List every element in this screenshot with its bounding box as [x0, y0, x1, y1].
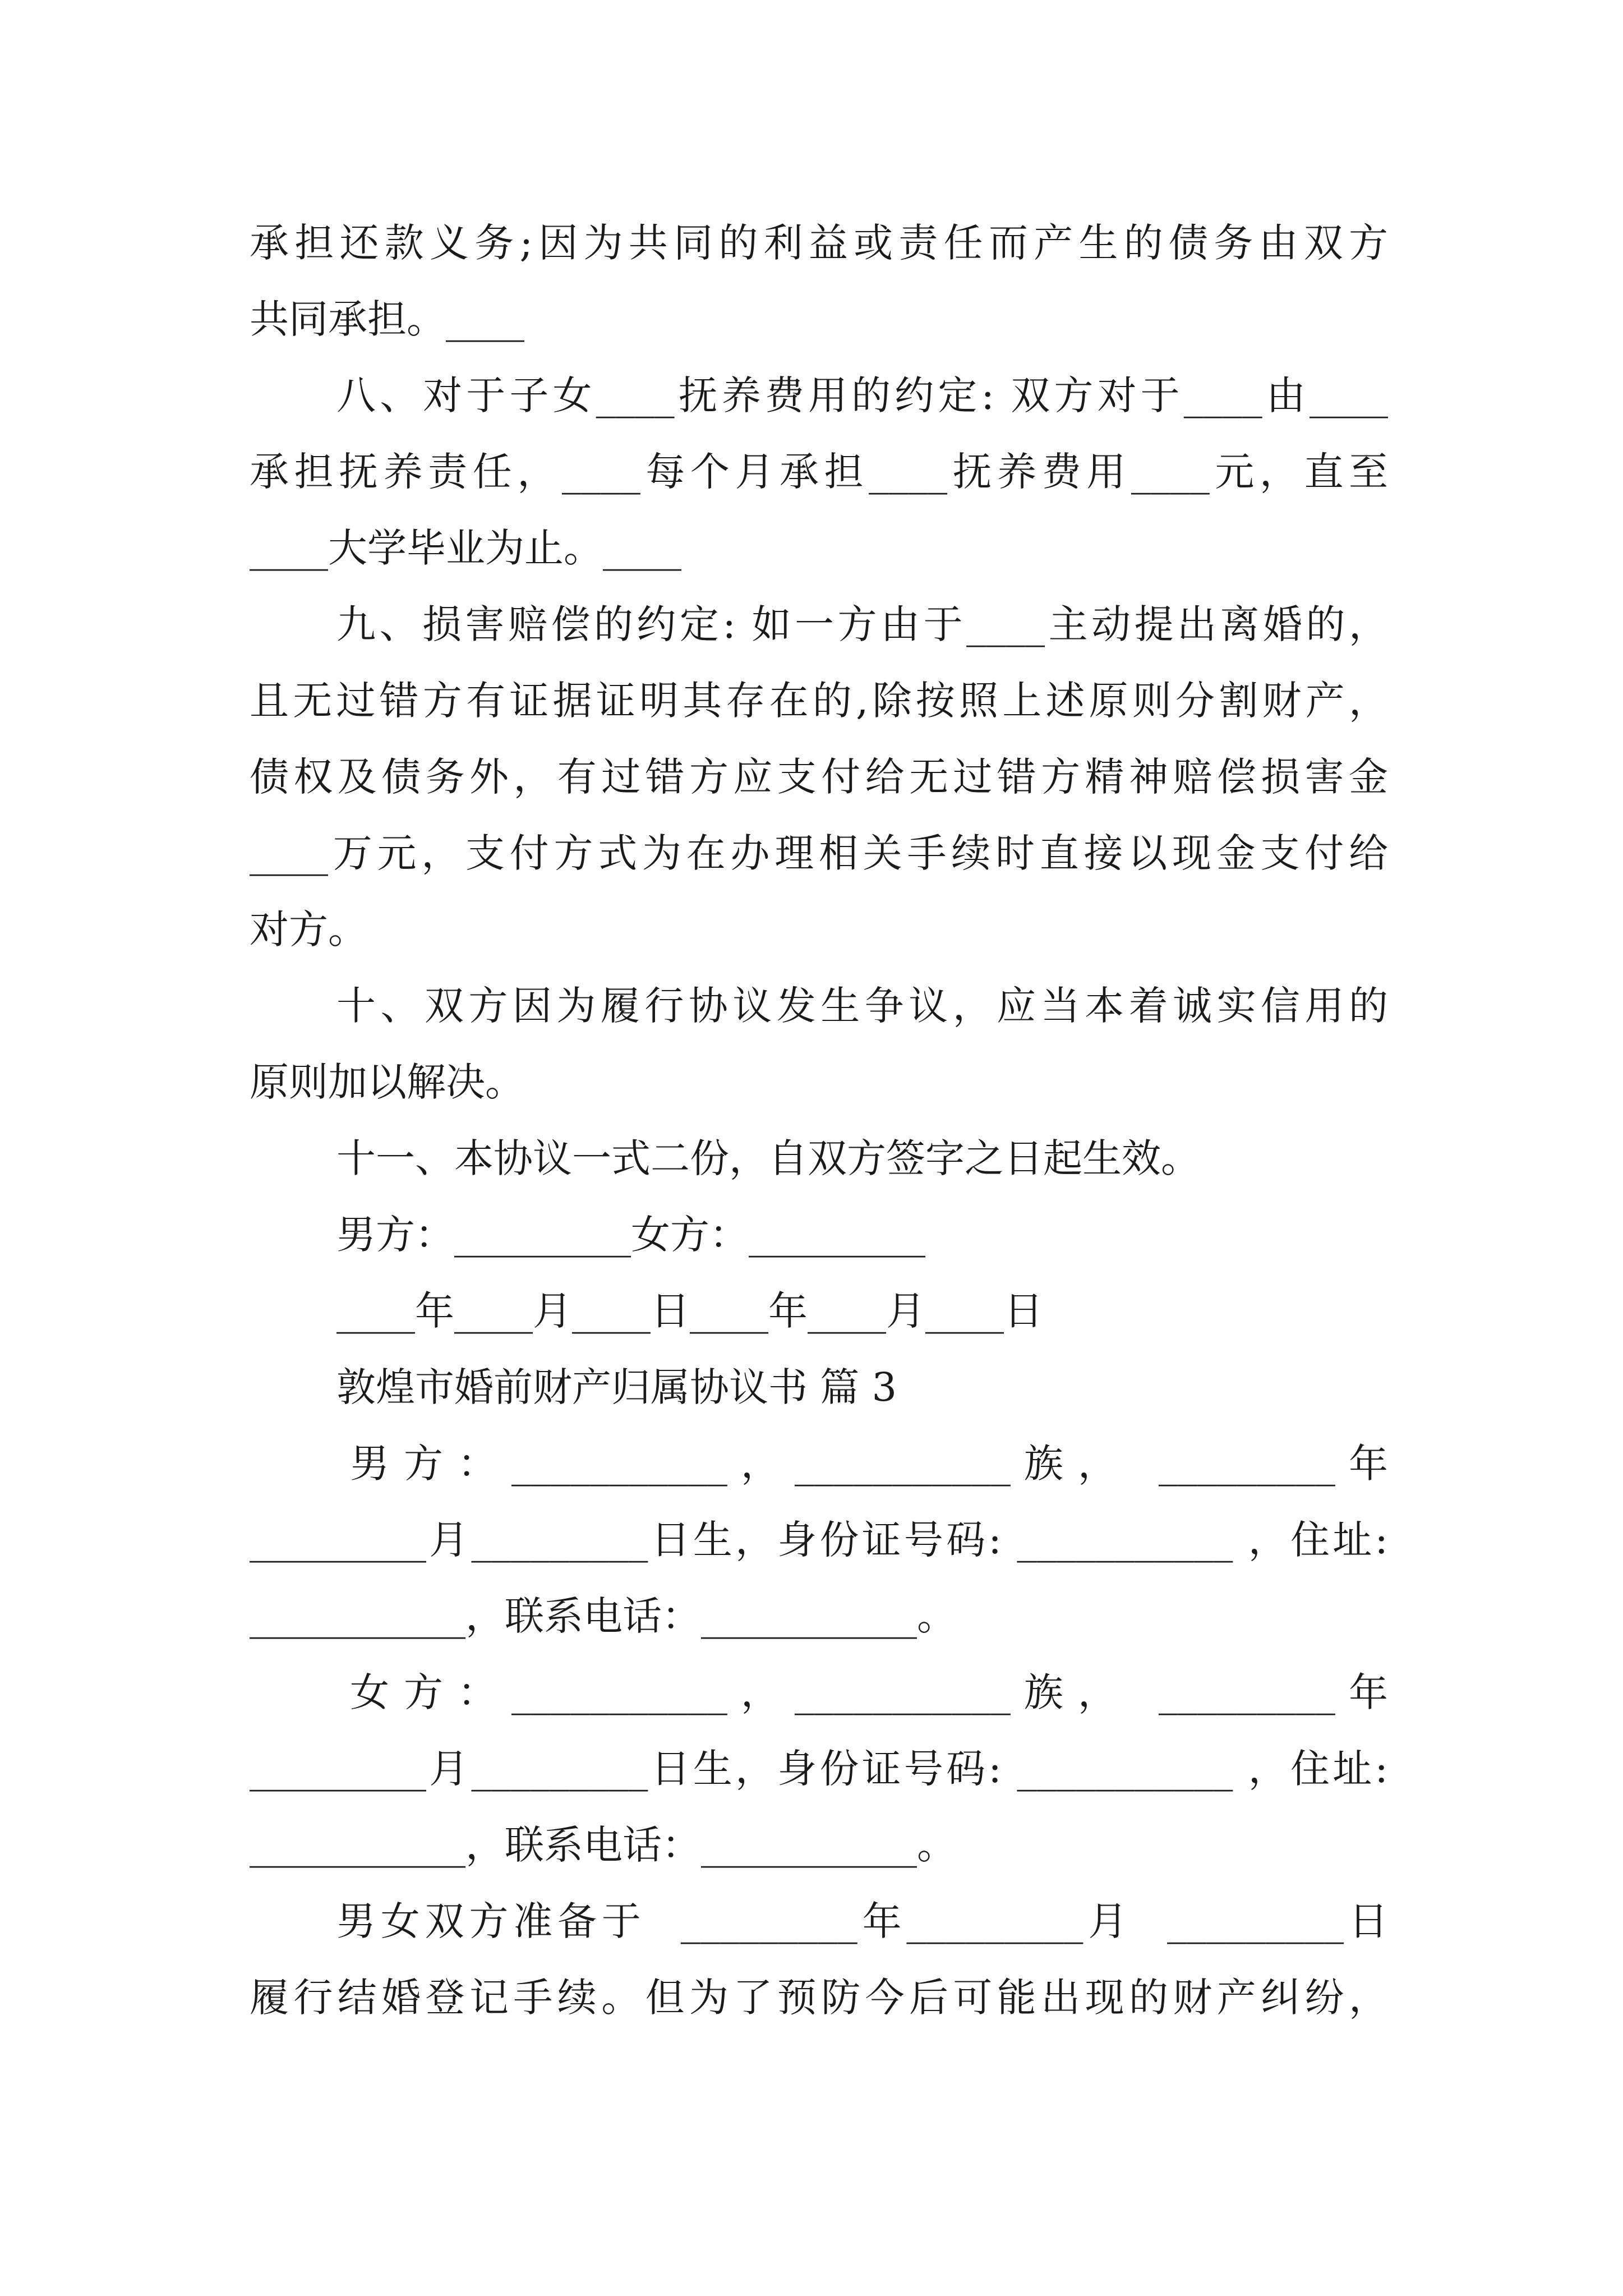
- text-line-6: 九、损害赔偿的约定: 如一方由于____主动提出离婚的，: [336, 601, 1388, 647]
- text-line-8: 债权及债务外，有过错方应支付给无过错方精神赔偿损害金: [250, 754, 1388, 800]
- text-line-12: 原则加以解决。: [250, 1059, 524, 1105]
- text-line-22: ___________，联系电话：___________。: [250, 1822, 956, 1868]
- text-line-3: 八、对于子女____抚养费用的约定: 双方对于____由____: [336, 372, 1388, 418]
- text-line-1: 承担还款义务;因为共同的利益或责任而产生的债务由双方: [250, 220, 1388, 266]
- text-line-2: 共同承担。____: [250, 296, 524, 342]
- signature-line: 男方：_________女方：_________: [336, 1212, 925, 1258]
- text-line-11: 十、双方因为履行协议发生争议，应当本着诚实信用的: [336, 983, 1388, 1029]
- text-line-24: 履行结婚登记手续。但为了预防今后可能出现的财产纠纷，: [250, 1975, 1388, 2021]
- text-line-4: 承担抚养责任，____每个月承担____抚养费用____元，直至: [250, 449, 1388, 495]
- text-line-19: ___________，联系电话：___________。: [250, 1593, 956, 1639]
- text-line-17: 男 方 ： ___________ ， ___________ 族 ， _________ 年: [336, 1441, 1388, 1487]
- section-title: 敦煌市婚前财产归属协议书 篇 3: [336, 1364, 897, 1410]
- text-line-9: ____万元，支付方式为在办理相关手续时直接以现金支付给: [250, 830, 1388, 876]
- text-line-7: 且无过错方有证据证明其存在的,除按照上述原则分割财产，: [250, 678, 1388, 724]
- text-line-10: 对方。: [250, 907, 367, 953]
- text-line-18: _________月_________日生，身份证号码: ___________ ，住址:: [250, 1517, 1388, 1563]
- text-line-5: ____大学毕业为止。____: [250, 525, 681, 571]
- date-line: ____年____月____日____年____月____日: [336, 1288, 1043, 1334]
- text-line-13: 十一、本协议一式二份，自双方签字之日起生效。: [336, 1135, 1200, 1181]
- text-line-23: 男女双方准备于 _________年_________月 _________日: [336, 1898, 1388, 1944]
- text-line-21: _________月_________日生，身份证号码: ___________ ，住址:: [250, 1746, 1388, 1792]
- text-line-20: 女 方 ： ___________ ， ___________ 族 ， _________ 年: [336, 1669, 1388, 1715]
